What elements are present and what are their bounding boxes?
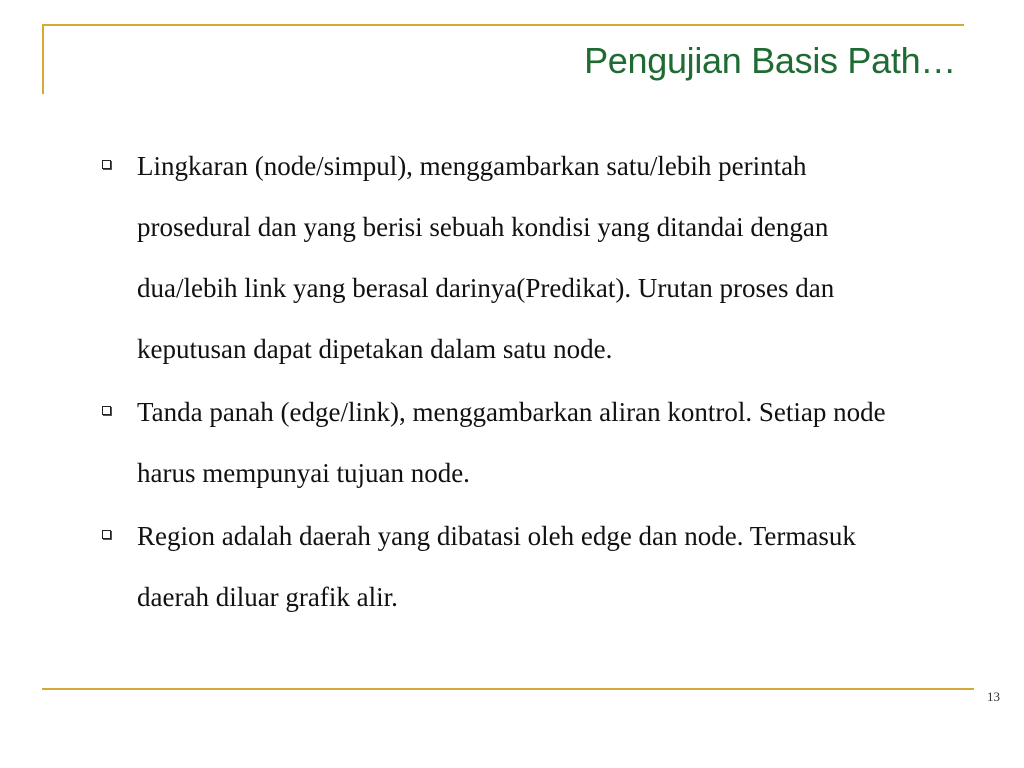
- frame-top-line: [42, 24, 964, 26]
- bullet-item: [100, 506, 920, 628]
- bullet-list: [100, 136, 920, 630]
- square-bullet-icon: [102, 160, 111, 169]
- square-bullet-icon: [102, 406, 111, 415]
- bullet-text: Lingkaran (node/simpul), menggambarkan satu/lebih perintah prosedural dan yang berisi sebuah kondisi yang ditandai dengan dua/lebih link yang berasal darinya(Predikat). Urutan proses dan keputusan dapat dipetakan dalam satu node.: [137, 151, 835, 364]
- bullet-text: Tanda panah (edge/link), menggambarkan aliran kontrol. Setiap node harus mempunyai tujuan node.: [137, 397, 886, 488]
- bullet-item: [100, 382, 920, 504]
- square-bullet-icon: [102, 530, 111, 539]
- frame-bottom-line: [42, 688, 974, 690]
- bullet-item: [100, 136, 920, 380]
- bullet-text: Region adalah daerah yang dibatasi oleh edge dan node. Termasuk daerah diluar grafik alir.: [137, 521, 856, 612]
- page-number: 13: [987, 689, 1000, 704]
- slide-title: Pengujian Basis Path…: [584, 40, 956, 81]
- frame-left-line: [42, 24, 44, 94]
